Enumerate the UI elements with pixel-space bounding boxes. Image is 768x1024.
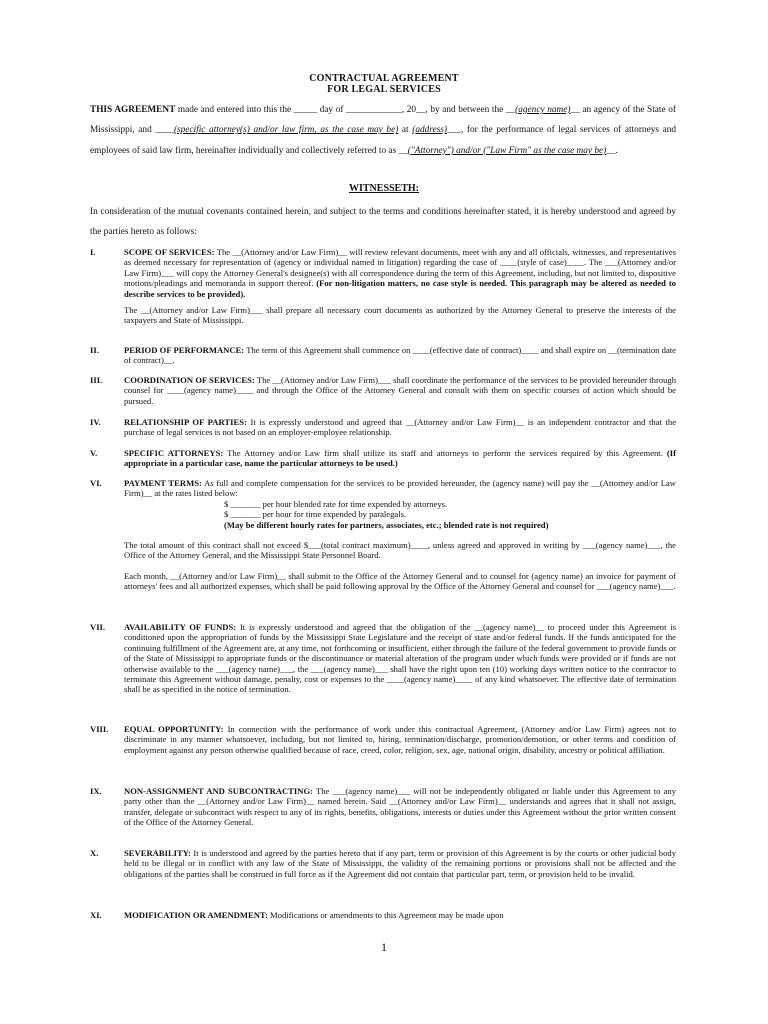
page-number: 1 <box>381 940 387 954</box>
section-number: I. <box>90 247 96 257</box>
address-field: (address) <box>412 125 448 136</box>
section-equal-opportunity <box>90 724 676 755</box>
intro-text: at <box>398 125 413 136</box>
section-text: The term of this Agreement shall commence on ____(effective date of contract)____ and shall expire on __(termination date of contract)__. <box>124 345 676 366</box>
section-text: As full and complete compensation for the services to be provided hereunder, the (agency name) will pay the __(Attorney and/or Law Firm)__ at the rates listed below: <box>124 478 676 499</box>
section-text: Each month, __(Attorney and/or Law Firm)__ shall submit to the Office of the Attorney General and to counsel for (agency name) an invoice for payment of attorneys' fees and all authorized expenses, which shall be paid following approval by the Office of the Attorney General and counsel for ___(agency name)___. <box>124 570 676 592</box>
section-heading: MODIFICATION OR AMENDMENT: <box>124 910 268 920</box>
section-number: XI. <box>90 910 102 920</box>
section-scope <box>90 247 676 326</box>
section-text: The total amount of this contract shall not exceed $___(total contract maximum)____, unless agreed and approved in writing by ___(agency name)___, the Office of the Attorney General, and the Mississippi State Personnel Board. <box>124 540 676 561</box>
section-text: It is understood and agreed by the parties hereto that if any part, term or provision of this Agreement is by the courts or other judicial body held to be illegal or in conflict with any law of the State of Mississippi, the validity of the remaining portions or provisions shall not be affected and the obligations of the parties shall be construed in full force as if the Agreement did not contain that particular part, term, or provision held to be invalid. <box>124 848 676 879</box>
section-number: X. <box>90 848 99 858</box>
section-number: II. <box>90 345 99 355</box>
rate-line: $ _______ per hour blended rate for time expended by attorneys. <box>224 498 448 509</box>
section-modification <box>90 910 676 920</box>
consideration-paragraph: In consideration of the mutual covenants contained herein, and subject to the terms and conditions hereinafter stated, it is hereby understood and agreed by the parties hereto as follows: <box>90 207 676 238</box>
section-note: (For non-litigation matters, no case style is needed. This paragraph may be altered as needed to describe services to be provided). <box>124 278 676 299</box>
intro-lead: THIS AGREEMENT <box>90 105 176 115</box>
section-heading: SEVERABILITY: <box>124 848 192 858</box>
section-heading: NON-ASSIGNMENT AND SUBCONTRACTING: <box>124 786 314 796</box>
section-heading: SCOPE OF SERVICES: <box>124 247 215 257</box>
section-text: The __(Attorney and/or Law Firm)__ will review relevant documents, meet with any and all officials, witnesses, and representatives as deemed necessary for representation of (agency or individual named in litigation) regarding the case of ____(style of case)____. The ___(Attorney and/or Law Firm)___ will copy the Attorney General's designee(s) with all correspondence during the term of this Agreement, including, but not limited to, dispositive motions/pleadings and memoranda in support thereof. <box>124 247 677 289</box>
agency-name-field: (agency name) <box>515 105 571 115</box>
section-text: The __(Attorney and/or Law Firm)___ shall prepare all necessary court documents as authorized by the Attorney General to preserve the interests of the taxpayers and State of Mississippi. <box>124 305 676 326</box>
section-number: VI. <box>90 478 102 488</box>
section-heading: PAYMENT TERMS: <box>124 478 202 488</box>
document-title: CONTRACTUAL AGREEMENT <box>309 73 459 84</box>
attorney-ref-field: ("Attorney") and/or ("Law Firm" as the case may be) <box>407 145 607 156</box>
section-note: (If appropriate in a particular case, name the particular attorneys to be used.) <box>124 448 676 469</box>
intro-text: ___, for the performance of legal services of attorneys and employees of said law firm, hereinafter individually and collectively referred to as __ <box>90 125 676 156</box>
section-text: The ___(agency name)___ will not be independently obligated or liable under this Agreement to any party other than the __(Attorney and/or Law Firm)__ named herein. Said __(Attorney and/or Law Firm)__ understands and agrees that it shall not assign, transfer, delegate or subcontract with respect to any of its rights, benefits, obligations, interests or duties under this Agreement without the prior written consent of the Office of the Attorney General. <box>124 786 676 828</box>
intro-text: __. <box>606 145 618 156</box>
rate-line: $ _______ per hour for time expended by paralegals. <box>224 509 407 520</box>
rate-note: (May be different hourly rates for partners, associates, etc.; blended rate is not required) <box>224 519 549 530</box>
section-number: VII. <box>90 622 106 632</box>
section-coordination <box>90 375 676 406</box>
section-heading: AVAILABILITY OF FUNDS: <box>124 622 237 632</box>
section-text: In connection with the performance of work under this contractual Agreement, (Attorney and/or Law Firm) agrees not to discriminate in any manner whatsoever, including, but not limited to, hiring, termination/discharge, promotion/demotion, or other terms and condition of employment against any person otherwise qualified because of race, creed, color, religion, sex, age, national origin, disability, ancestry or political affiliation. <box>124 724 676 755</box>
section-period <box>90 345 676 366</box>
document-subtitle: FOR LEGAL SERVICES <box>327 84 441 95</box>
section-payment <box>90 478 676 592</box>
section-heading: COORDINATION OF SERVICES: <box>124 375 255 385</box>
section-heading: PERIOD OF PERFORMANCE: <box>124 345 245 355</box>
section-text: It is expressly understood and agreed that the obligation of the __(agency name)__ to proceed under this Agreement is conditioned upon the appropriation of funds by the Mississippi State Legislature and the receipt of state and/or federal funds. If the funds anticipated for the continuing fulfillment of the Agreement are, at any time, not forthcoming or insufficient, either through the failure of the federal government to provide funds or of the State of Mississippi to appropriate funds or the discontinuance or material alteration of the program under which funds were provided or if funds are not otherwise available to the ___(agency name)___, the ___(agency name)___ shall have the right upon ten (10) working days written notice to the contractor to terminate this Agreement without damage, penalty, cost or expenses to the ____(agency name)____ of any kind whatsoever. The effective date of termination shall be as specified in the notice of termination. <box>124 622 676 695</box>
section-relationship <box>90 417 676 438</box>
section-number: V. <box>90 448 98 458</box>
section-heading: EQUAL OPPORTUNITY: <box>124 724 224 734</box>
section-funds <box>90 622 676 695</box>
section-text: The Attorney and/or Law firm shall utilize its staff and attorneys to perform the services required by this Agreement. <box>223 448 667 458</box>
witnesseth-heading: WITNESSETH: <box>348 183 420 194</box>
section-number: VIII. <box>90 724 109 734</box>
section-text: It is expressly understood and agreed that __(Attorney and/or Law Firm)__ is an independent contractor and that the purchase of legal services is not based on an employer-employee relationship. <box>124 417 677 438</box>
intro-text: __ an agency of the State of Mississippi, and ____ <box>90 105 676 136</box>
attorney-field: (specific attorney(s) and/or law firm, as the case may be) <box>173 125 399 136</box>
section-heading: RELATIONSHIP OF PARTIES: <box>124 417 247 427</box>
section-severability <box>90 848 676 879</box>
section-specific-attorneys <box>90 448 676 469</box>
section-heading: SPECIFIC ATTORNEYS: <box>124 448 224 458</box>
section-text: The __(Attorney and/or Law Firm)___ shall coordinate the performance of the services to be provided hereunder through counsel for ____(agency name)____ and through the Office of the Attorney General and consult with them on specific courses of action which should be pursued. <box>124 375 677 406</box>
section-number: III. <box>90 375 103 385</box>
section-non-assignment <box>90 786 676 828</box>
section-number: IX. <box>90 786 102 796</box>
intro-text: made and entered into this the _____ day of ____________, 20__, by and between the __ <box>175 105 516 115</box>
intro-paragraph <box>90 100 676 161</box>
section-text: Modifications or amendments to this Agreement may be made upon <box>267 910 504 920</box>
section-number: IV. <box>90 417 101 427</box>
